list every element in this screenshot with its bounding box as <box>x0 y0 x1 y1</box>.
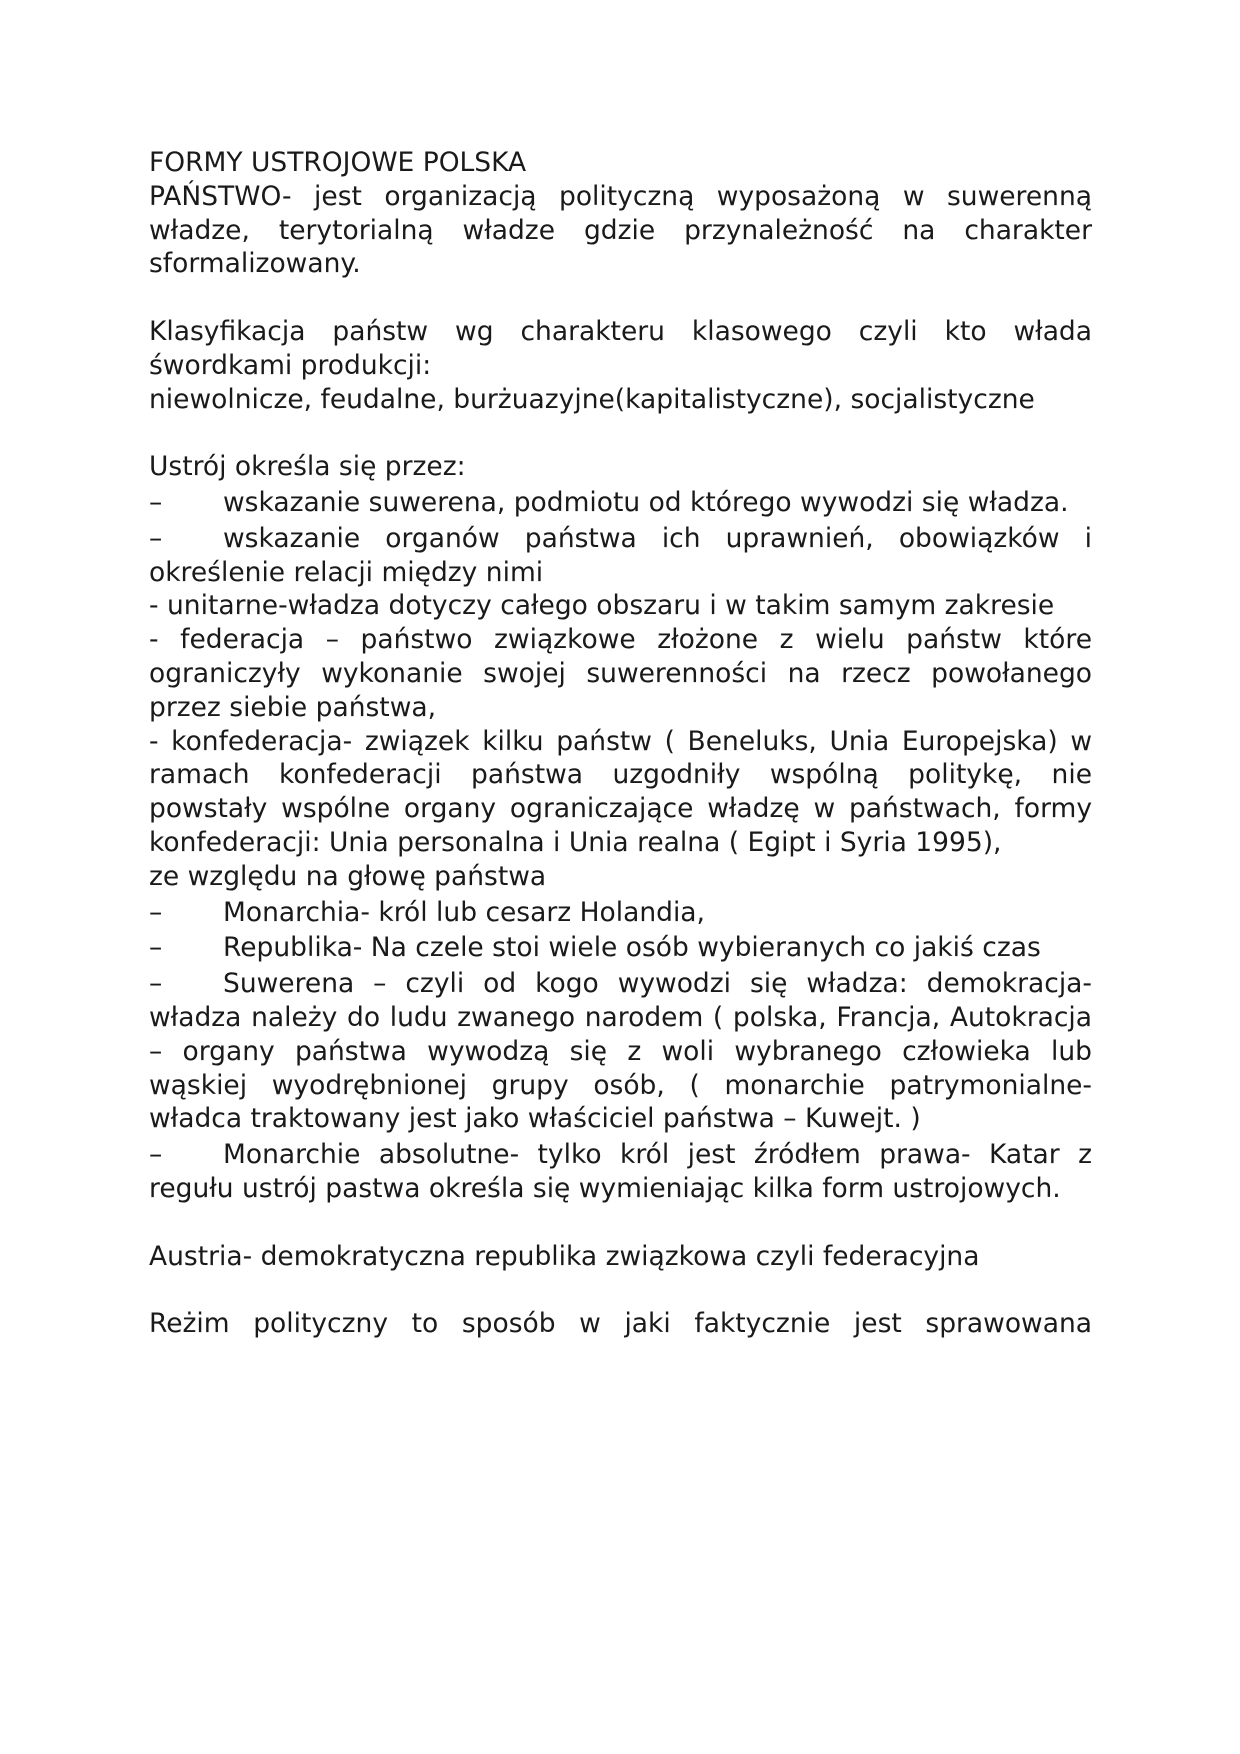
dash-mark: – <box>149 932 163 964</box>
list-item-text: Republika- Na czele stoi wiele osób wybieranych co jakiś czas <box>223 932 1041 964</box>
list-item-text: Suwerena – czyli od kogo wywodzi się władza: demokracja-władza należy do ludu zwanego narodem ( polska, Francja, Autokracja – organy państwa wywodzą się z woli wybranego człowieka lub wąskiej wyodrębnionej grupy osób, ( monarchie patrymonialne- władca traktowany jest jako właściciel państwa – Kuwejt. ) <box>149 968 1092 1135</box>
list-item <box>149 931 1092 965</box>
paragraph-austria: Austria- demokratyczna republika związkowa czyli federacyjna <box>149 1240 980 1272</box>
dash-mark: – <box>149 486 163 518</box>
paragraph-federacja: - federacja – państwo związkowe złożone z wielu państw które ograniczyły wykonanie swojej suwerenności na rzecz powołanego przez siebie państwa, <box>149 624 1092 723</box>
document-title: FORMY USTROJOWE POLSKA <box>149 147 527 178</box>
paragraph-klasyfikacja: Klasyfikacja państw wg charakteru klasowego czyli kto włada śwordkami produkcji: <box>149 315 1092 381</box>
spacer <box>149 1273 1092 1307</box>
list-item-text: Monarchie absolutne- tylko król jest źródłem prawa- Katar z regułu ustrój pastwa określa się wymieniając kilka form ustrojowych. <box>149 1139 1092 1204</box>
paragraph-panstwo: PAŃSTWO- jest organizacją polityczną wyposażoną w suwerenną władze, terytorialną władze gdzie przynależność na charakter sformalizowany. <box>149 180 1092 280</box>
list-item <box>149 967 1092 1136</box>
list-item-text: Monarchia- król lub cesarz Holandia, <box>223 896 705 928</box>
list-item <box>149 1138 1092 1206</box>
list-item <box>149 896 1092 930</box>
spacer <box>149 416 1092 450</box>
paragraph-glowa-panstwa: ze względu na głowę państwa <box>149 860 547 892</box>
spacer <box>149 1206 1092 1240</box>
paragraph-rezim: Reżim polityczny to sposób w jaki faktycznie jest sprawowana <box>149 1308 1092 1340</box>
paragraph-typy-panstw: niewolnicze, feudalne, burżuazyjne(kapitalistyczne), socjalistyczne <box>149 383 1035 415</box>
paragraph-unitarne: - unitarne-władza dotyczy całego obszaru i w takim samym zakresie <box>149 590 1055 622</box>
list-item-text: wskazanie suwerena, podmiotu od którego wywodzi się władza. <box>223 486 1069 518</box>
paragraph-ustroj: Ustrój określa się przez: <box>149 451 466 483</box>
document-page <box>149 146 1092 1341</box>
list-item <box>149 486 1092 520</box>
paragraph-konfederacja: - konfederacja- związek kilku państw ( Beneluks, Unia Europejska) w ramach konfederacji państwa uzgodniły wspólną politykę, nie powstały wspólne organy ograniczające władzę w państwach, formy konfederacji: Unia personalna i Unia realna ( Egipt i Syria 1995), <box>149 725 1092 858</box>
list-item <box>149 522 1092 590</box>
dash-mark: – <box>149 968 163 1000</box>
list-item-text: wskazanie organów państwa ich uprawnień, obowiązków i określenie relacji między nimi <box>149 522 1092 588</box>
dash-mark: – <box>149 1139 163 1171</box>
spacer <box>149 281 1092 315</box>
dash-mark: – <box>149 522 163 554</box>
dash-mark: – <box>149 896 163 928</box>
